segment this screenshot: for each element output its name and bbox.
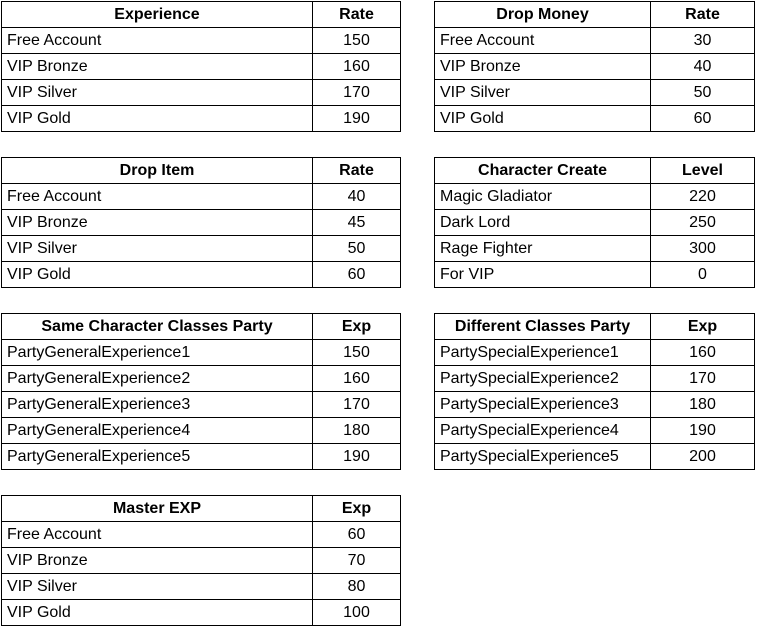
row-name-cell: Dark Lord [435, 210, 651, 236]
table-row [435, 210, 755, 236]
header-name-cell: Different Classes Party [435, 314, 651, 340]
master-exp-table [1, 495, 401, 626]
table-header-row [2, 158, 401, 184]
table-row [435, 106, 755, 132]
row-value-cell: 170 [651, 366, 755, 392]
header-name-cell: Character Create [435, 158, 651, 184]
row-value-cell: 40 [651, 54, 755, 80]
row-name-cell: VIP Silver [2, 236, 313, 262]
row-value-cell: 40 [313, 184, 401, 210]
row-value-cell: 100 [313, 600, 401, 626]
table-row [435, 340, 755, 366]
different-class-party-table [434, 313, 755, 470]
row-name-cell: PartyGeneralExperience1 [2, 340, 313, 366]
row-value-cell: 190 [313, 106, 401, 132]
row-name-cell: VIP Gold [2, 600, 313, 626]
table-row [2, 236, 401, 262]
header-value-cell: Rate [651, 2, 755, 28]
header-name-cell: Experience [2, 2, 313, 28]
table-row [2, 106, 401, 132]
row-value-cell: 50 [313, 236, 401, 262]
row-value-cell: 80 [313, 574, 401, 600]
row-value-cell: 300 [651, 236, 755, 262]
header-name-cell: Drop Item [2, 158, 313, 184]
drop-money-table [434, 1, 755, 132]
row-value-cell: 150 [313, 340, 401, 366]
header-name-cell: Drop Money [435, 2, 651, 28]
row-value-cell: 70 [313, 548, 401, 574]
row-value-cell: 0 [651, 262, 755, 288]
table-row [2, 600, 401, 626]
header-name-cell: Same Character Classes Party [2, 314, 313, 340]
table-row [2, 54, 401, 80]
row-value-cell: 190 [313, 444, 401, 470]
row-value-cell: 220 [651, 184, 755, 210]
row-value-cell: 60 [313, 262, 401, 288]
drop-item-table [1, 157, 401, 288]
row-name-cell: VIP Gold [2, 106, 313, 132]
row-name-cell: Free Account [2, 184, 313, 210]
row-name-cell: Free Account [2, 28, 313, 54]
table-row [2, 548, 401, 574]
table-row [2, 262, 401, 288]
row-name-cell: Magic Gladiator [435, 184, 651, 210]
row-value-cell: 170 [313, 80, 401, 106]
table-row [2, 444, 401, 470]
table-row [2, 210, 401, 236]
experience-table [1, 1, 401, 132]
table-row [2, 340, 401, 366]
row-value-cell: 250 [651, 210, 755, 236]
table-header-row [2, 2, 401, 28]
table-row [2, 522, 401, 548]
row-value-cell: 170 [313, 392, 401, 418]
row-value-cell: 190 [651, 418, 755, 444]
row-name-cell: VIP Bronze [2, 548, 313, 574]
table-row [2, 184, 401, 210]
table-row [2, 28, 401, 54]
character-create-table [434, 157, 755, 288]
same-class-party-table [1, 313, 401, 470]
table-row [2, 418, 401, 444]
row-name-cell: VIP Silver [2, 80, 313, 106]
row-value-cell: 180 [651, 392, 755, 418]
row-value-cell: 160 [313, 54, 401, 80]
table-row [2, 80, 401, 106]
row-name-cell: VIP Silver [435, 80, 651, 106]
row-name-cell: PartySpecialExperience1 [435, 340, 651, 366]
row-name-cell: PartyGeneralExperience5 [2, 444, 313, 470]
row-name-cell: Rage Fighter [435, 236, 651, 262]
row-name-cell: VIP Bronze [435, 54, 651, 80]
row-value-cell: 200 [651, 444, 755, 470]
table-header-row [2, 314, 401, 340]
row-name-cell: PartySpecialExperience4 [435, 418, 651, 444]
table-header-row [435, 2, 755, 28]
row-value-cell: 160 [313, 366, 401, 392]
header-name-cell: Master EXP [2, 496, 313, 522]
header-value-cell: Rate [313, 2, 401, 28]
row-name-cell: PartyGeneralExperience4 [2, 418, 313, 444]
table-row [2, 574, 401, 600]
row-value-cell: 30 [651, 28, 755, 54]
row-value-cell: 180 [313, 418, 401, 444]
table-header-row [2, 496, 401, 522]
row-name-cell: VIP Bronze [2, 54, 313, 80]
table-row [435, 54, 755, 80]
row-value-cell: 150 [313, 28, 401, 54]
table-row [435, 80, 755, 106]
row-name-cell: Free Account [2, 522, 313, 548]
header-value-cell: Exp [313, 496, 401, 522]
table-header-row [435, 314, 755, 340]
row-value-cell: 45 [313, 210, 401, 236]
row-value-cell: 60 [651, 106, 755, 132]
row-name-cell: PartySpecialExperience3 [435, 392, 651, 418]
row-name-cell: VIP Gold [435, 106, 651, 132]
header-value-cell: Rate [313, 158, 401, 184]
row-value-cell: 160 [651, 340, 755, 366]
header-value-cell: Exp [651, 314, 755, 340]
table-row [2, 392, 401, 418]
table-row [435, 28, 755, 54]
row-name-cell: PartySpecialExperience2 [435, 366, 651, 392]
table-row [2, 366, 401, 392]
table-row [435, 184, 755, 210]
row-name-cell: Free Account [435, 28, 651, 54]
table-row [435, 262, 755, 288]
row-name-cell: PartyGeneralExperience2 [2, 366, 313, 392]
table-row [435, 366, 755, 392]
row-name-cell: VIP Silver [2, 574, 313, 600]
table-row [435, 444, 755, 470]
table-row [435, 392, 755, 418]
row-name-cell: VIP Bronze [2, 210, 313, 236]
row-name-cell: For VIP [435, 262, 651, 288]
row-value-cell: 60 [313, 522, 401, 548]
row-name-cell: PartySpecialExperience5 [435, 444, 651, 470]
header-value-cell: Level [651, 158, 755, 184]
row-value-cell: 50 [651, 80, 755, 106]
table-row [435, 418, 755, 444]
table-row [435, 236, 755, 262]
header-value-cell: Exp [313, 314, 401, 340]
table-header-row [435, 158, 755, 184]
row-name-cell: PartyGeneralExperience3 [2, 392, 313, 418]
row-name-cell: VIP Gold [2, 262, 313, 288]
